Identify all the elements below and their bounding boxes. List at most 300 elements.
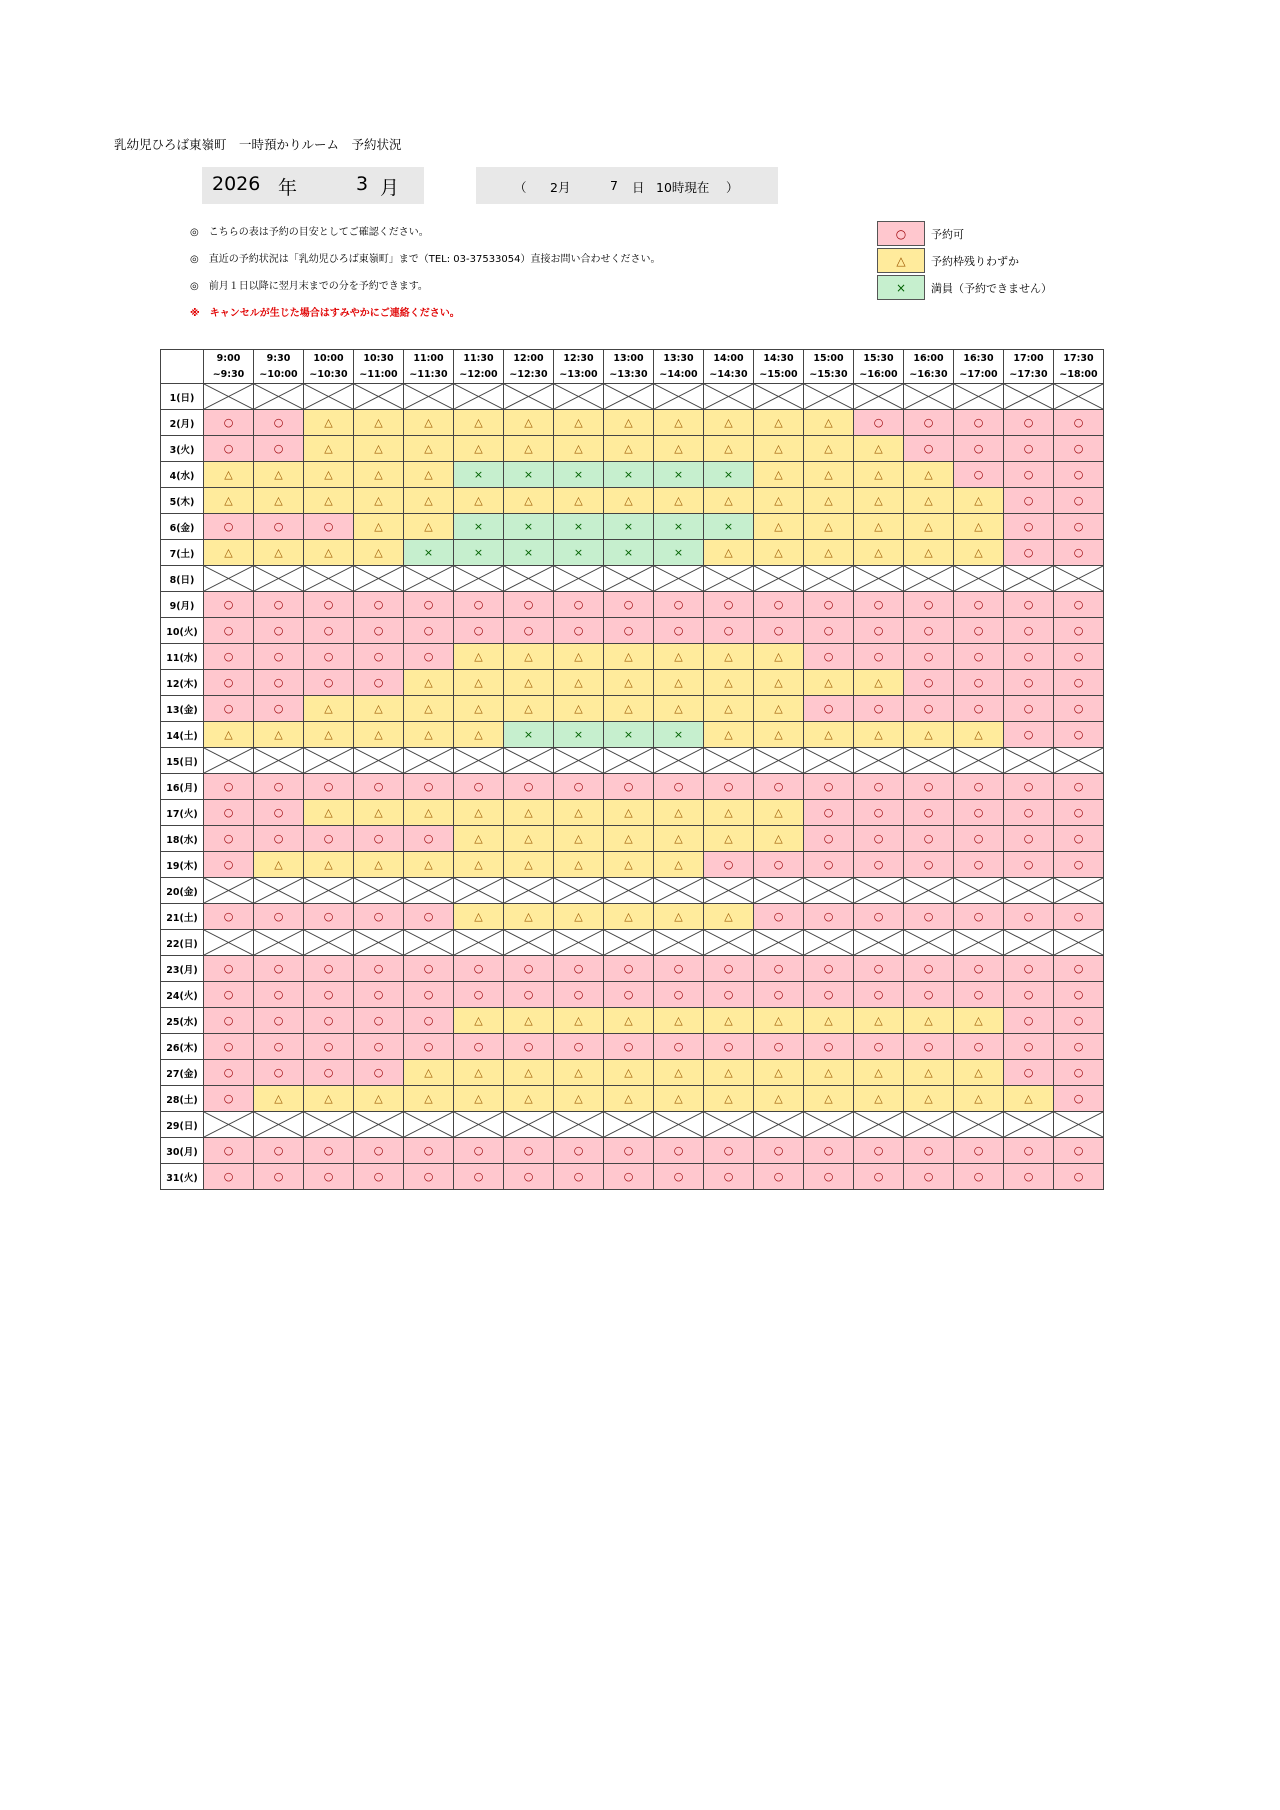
status-cell: △ [704,1086,754,1112]
status-cell: △ [704,644,754,670]
closed-cell [954,384,1004,410]
closed-cell [504,930,554,956]
closed-cross-icon [604,930,653,955]
table-row [161,410,1104,436]
status-cell: ○ [1054,1164,1104,1190]
closed-cross-icon [404,384,453,409]
status-cell: ○ [654,1034,704,1060]
day-label: 3(火) [161,436,204,462]
status-cell: ○ [1004,800,1054,826]
status-cell: △ [704,722,754,748]
status-cell: ○ [354,826,404,852]
time-slot-end: ~13:30 [609,368,648,380]
closed-cross-icon [254,384,303,409]
status-cell: ○ [804,800,854,826]
time-slot-header [804,350,854,384]
status-cell: ○ [1004,904,1054,930]
closed-cross-icon [904,878,953,903]
closed-cross-icon [954,748,1003,773]
status-cell: ○ [504,1164,554,1190]
status-cell: ○ [1004,644,1054,670]
status-cell: ○ [604,618,654,644]
status-cell: △ [604,696,654,722]
time-slot-end: ~11:00 [359,368,398,380]
status-cell: ○ [904,644,954,670]
time-slot-end: ~12:00 [459,368,498,380]
closed-cross-icon [204,878,253,903]
closed-cross-icon [954,1112,1003,1137]
closed-cross-icon [554,878,603,903]
status-cell: ○ [904,1034,954,1060]
closed-cell [1054,878,1104,904]
status-cell: △ [354,488,404,514]
status-cell: △ [754,514,804,540]
status-cell: ○ [404,1164,454,1190]
closed-cell [904,1112,954,1138]
status-cell: △ [504,696,554,722]
closed-cell [554,748,604,774]
closed-cross-icon [804,566,853,591]
time-slot-start: 10:30 [363,352,394,364]
status-cell: ○ [654,982,704,1008]
status-cell: ○ [1004,774,1054,800]
closed-cross-icon [504,748,553,773]
time-slot-header [754,350,804,384]
time-slot-header [554,350,604,384]
closed-cross-icon [854,930,903,955]
status-cell: △ [354,462,404,488]
status-cell: △ [604,670,654,696]
status-cell: △ [504,826,554,852]
closed-cell [754,1112,804,1138]
status-cell: ○ [854,774,904,800]
legend-label-few-left: 予約枠残りわずか [931,254,1019,268]
note-cancel-warning: ※ キャンセルが生じた場合はすみやかにご連絡ください。 [190,308,460,319]
status-cell: △ [554,488,604,514]
time-slot-header [204,350,254,384]
closed-cross-icon [704,1112,753,1137]
status-cell: ○ [904,618,954,644]
status-cell: ○ [854,904,904,930]
status-cell: ○ [304,904,354,930]
time-slot-end: ~12:30 [509,368,548,380]
status-cell: ○ [954,826,1004,852]
day-label: 22(日) [161,930,204,956]
closed-cell [204,384,254,410]
time-slot-header [1004,350,1054,384]
time-slot-end: ~18:00 [1059,368,1098,380]
status-cell: ○ [404,592,454,618]
status-cell: ○ [904,904,954,930]
day-label: 9(月) [161,592,204,618]
status-cell: ○ [354,1138,404,1164]
table-corner [161,350,204,384]
status-cell: △ [404,514,454,540]
status-cell: ○ [404,1008,454,1034]
status-cell: ○ [704,774,754,800]
status-cell: △ [754,488,804,514]
status-cell: △ [754,410,804,436]
closed-cross-icon [604,878,653,903]
time-slot-start: 13:00 [613,352,644,364]
time-slot-start: 12:30 [563,352,594,364]
table-row [161,982,1104,1008]
day-label: 14(土) [161,722,204,748]
status-cell: ○ [854,956,904,982]
closed-cross-icon [854,748,903,773]
status-cell: ○ [804,852,854,878]
closed-cell [454,878,504,904]
table-row [161,826,1104,852]
closed-cross-icon [654,1112,703,1137]
status-cell: ○ [804,826,854,852]
status-cell: ○ [604,1034,654,1060]
day-label: 30(月) [161,1138,204,1164]
status-cell: △ [904,488,954,514]
closed-cell [1004,878,1054,904]
status-cell: ○ [1004,852,1054,878]
closed-cell [854,566,904,592]
status-cell: ○ [954,696,1004,722]
status-cell: △ [504,904,554,930]
status-cell: ○ [354,1164,404,1190]
status-cell: △ [504,436,554,462]
status-cell: △ [904,722,954,748]
status-cell: △ [654,410,704,436]
status-cell: ○ [354,618,404,644]
status-cell: △ [1004,1086,1054,1112]
status-cell: ○ [654,1138,704,1164]
status-cell: △ [604,904,654,930]
status-cell: ○ [904,410,954,436]
time-slot-header [904,350,954,384]
status-cell: ○ [254,644,304,670]
closed-cell [404,878,454,904]
time-slot-start: 16:30 [963,352,994,364]
time-slot-start: 12:00 [513,352,544,364]
closed-cell [204,566,254,592]
closed-cell [854,930,904,956]
status-cell: ○ [254,696,304,722]
status-cell: ○ [1004,1060,1054,1086]
closed-cell [454,566,504,592]
status-cell: ○ [254,618,304,644]
status-cell: ○ [304,670,354,696]
table-row [161,540,1104,566]
status-cell: ○ [654,956,704,982]
closed-cell [804,566,854,592]
time-slot-end: ~16:30 [909,368,948,380]
time-slot-start: 14:00 [713,352,744,364]
status-cell: △ [854,462,904,488]
closed-cross-icon [404,930,453,955]
status-cell: ○ [1054,852,1104,878]
status-cell: △ [504,800,554,826]
legend [877,220,1052,301]
status-cell: ○ [754,904,804,930]
closed-cell [904,384,954,410]
status-cell: ○ [1054,774,1104,800]
status-cell: △ [954,1060,1004,1086]
status-cell: ○ [1054,540,1104,566]
closed-cell [804,930,854,956]
status-cell: △ [754,644,804,670]
status-cell: △ [454,410,504,436]
status-cell: △ [904,1060,954,1086]
day-label: 5(木) [161,488,204,514]
closed-cross-icon [304,748,353,773]
closed-cross-icon [454,566,503,591]
status-cell: △ [954,488,1004,514]
closed-cross-icon [804,930,853,955]
closed-cell [1054,1112,1104,1138]
status-cell: ○ [654,592,704,618]
status-cell: × [454,514,504,540]
status-cell: ○ [854,644,904,670]
closed-cross-icon [1004,748,1053,773]
status-cell: △ [954,514,1004,540]
closed-cell [904,878,954,904]
status-cell: ○ [204,904,254,930]
closed-cell [254,566,304,592]
closed-cross-icon [854,878,903,903]
status-cell: × [704,514,754,540]
status-cell: ○ [1004,410,1054,436]
status-cell: △ [354,410,404,436]
status-cell: ○ [604,774,654,800]
status-cell: ○ [454,1138,504,1164]
closed-cross-icon [254,566,303,591]
status-cell: △ [254,488,304,514]
closed-cross-icon [604,748,653,773]
status-cell: ○ [804,904,854,930]
day-label: 11(水) [161,644,204,670]
closed-cross-icon [604,1112,653,1137]
closed-cross-icon [604,566,653,591]
closed-cross-icon [854,566,903,591]
day-label: 8(日) [161,566,204,592]
closed-cross-icon [704,748,753,773]
status-cell: ○ [954,956,1004,982]
status-cell: × [604,722,654,748]
status-cell: ○ [954,462,1004,488]
status-cell: ○ [704,1034,754,1060]
closed-cell [1054,566,1104,592]
closed-cross-icon [804,878,853,903]
day-label: 21(土) [161,904,204,930]
status-cell: ○ [404,982,454,1008]
time-slot-header [704,350,754,384]
status-cell: ○ [1004,540,1054,566]
status-cell: ○ [304,1060,354,1086]
status-cell: △ [504,670,554,696]
note-guide: ◎ こちらの表は予約の目安としてご確認ください。 [190,227,429,238]
day-label: 24(火) [161,982,204,1008]
status-cell: ○ [454,592,504,618]
status-cell: △ [354,436,404,462]
time-slot-start: 14:30 [763,352,794,364]
time-slot-header [354,350,404,384]
closed-cell [304,748,354,774]
closed-cross-icon [204,566,253,591]
status-cell: ○ [804,956,854,982]
closed-cross-icon [1004,1112,1053,1137]
status-cell: ○ [704,1164,754,1190]
status-cell: ○ [954,410,1004,436]
status-cell: ○ [204,1164,254,1190]
closed-cell [854,1112,904,1138]
table-row [161,930,1104,956]
status-cell: × [654,462,704,488]
closed-cross-icon [904,748,953,773]
status-cell: ○ [554,618,604,644]
status-cell: ○ [404,1034,454,1060]
status-cell: ○ [404,618,454,644]
status-cell: △ [554,852,604,878]
status-cell: ○ [1054,1086,1104,1112]
closed-cell [454,930,504,956]
status-cell: △ [204,488,254,514]
status-cell: △ [304,488,354,514]
status-cell: △ [404,1086,454,1112]
closed-cross-icon [1004,878,1053,903]
status-cell: ○ [754,1164,804,1190]
year-month-box [202,167,424,204]
day-label: 13(金) [161,696,204,722]
status-cell: ○ [1054,696,1104,722]
closed-cell [654,566,704,592]
closed-cross-icon [654,748,703,773]
closed-cell [554,384,604,410]
status-cell: △ [704,1008,754,1034]
legend-item-few-left [877,247,1052,274]
as-of-month: 2月 [550,180,571,195]
as-of-open-paren: （ [514,180,527,195]
status-cell: ○ [354,982,404,1008]
status-cell: ○ [854,826,904,852]
closed-cell [204,748,254,774]
status-cell: × [554,540,604,566]
status-cell: △ [404,722,454,748]
status-cell: ○ [604,1164,654,1190]
status-cell: △ [654,436,704,462]
closed-cross-icon [354,566,403,591]
closed-cross-icon [954,930,1003,955]
closed-cell [504,566,554,592]
status-cell: △ [754,722,804,748]
status-cell: ○ [804,1138,854,1164]
closed-cell [304,566,354,592]
status-cell: △ [354,1086,404,1112]
time-slot-start: 9:30 [266,352,291,364]
status-cell: ○ [1004,462,1054,488]
closed-cell [704,748,754,774]
status-cell: △ [454,800,504,826]
status-cell: △ [304,1086,354,1112]
status-cell: △ [604,436,654,462]
status-cell: ○ [554,1034,604,1060]
closed-cell [804,748,854,774]
closed-cross-icon [204,1112,253,1137]
status-cell: △ [454,1060,504,1086]
status-cell: ○ [854,1034,904,1060]
closed-cross-icon [454,748,503,773]
status-cell: △ [954,540,1004,566]
status-cell: △ [754,1086,804,1112]
status-cell: △ [754,540,804,566]
status-cell: △ [854,436,904,462]
closed-cell [604,748,654,774]
table-row [161,722,1104,748]
time-slot-header [954,350,1004,384]
time-slot-header [654,350,704,384]
status-cell: ○ [1054,904,1104,930]
closed-cross-icon [404,566,453,591]
status-cell: ○ [204,1086,254,1112]
closed-cross-icon [904,1112,953,1137]
closed-cell [1004,1112,1054,1138]
status-cell: ○ [1004,618,1054,644]
status-cell: ○ [504,774,554,800]
closed-cross-icon [404,748,453,773]
day-label: 31(火) [161,1164,204,1190]
status-cell: ○ [1054,1060,1104,1086]
time-slot-end: ~17:30 [1009,368,1048,380]
as-of-day-unit: 日 [632,180,645,195]
status-cell: ○ [354,1060,404,1086]
status-cell: △ [854,540,904,566]
status-cell: △ [554,696,604,722]
status-cell: × [454,462,504,488]
status-cell: ○ [704,956,754,982]
status-cell: ○ [704,618,754,644]
status-cell: ○ [754,982,804,1008]
status-cell: ○ [504,592,554,618]
closed-cross-icon [254,748,303,773]
closed-cross-icon [454,1112,503,1137]
status-cell: ○ [654,618,704,644]
closed-cross-icon [1054,566,1103,591]
closed-cell [754,384,804,410]
status-cell: △ [404,436,454,462]
table-row [161,592,1104,618]
status-cell: ○ [804,774,854,800]
table-row [161,436,1104,462]
status-cell: ○ [1054,1008,1104,1034]
status-cell: ○ [1004,956,1054,982]
status-cell: ○ [704,982,754,1008]
time-slot-end: ~9:30 [212,368,245,380]
status-cell: △ [354,852,404,878]
status-cell: △ [704,904,754,930]
closed-cross-icon [754,384,803,409]
table-row [161,1138,1104,1164]
day-label: 1(日) [161,384,204,410]
closed-cell [554,930,604,956]
status-cell: ○ [1054,410,1104,436]
status-cell: ○ [904,956,954,982]
closed-cross-icon [1054,878,1103,903]
status-cell: △ [454,670,504,696]
closed-cross-icon [504,930,553,955]
status-cell: △ [354,696,404,722]
closed-cell [854,384,904,410]
status-cell: △ [304,696,354,722]
closed-cell [1004,384,1054,410]
closed-cell [954,748,1004,774]
closed-cross-icon [504,1112,553,1137]
status-cell: ○ [254,592,304,618]
